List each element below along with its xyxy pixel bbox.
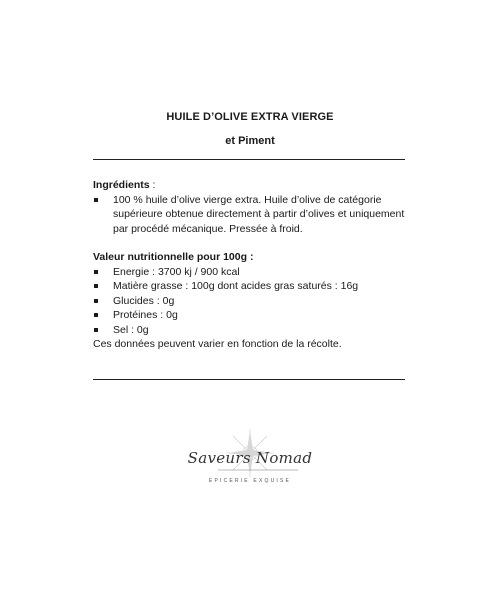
list-item (93, 193, 411, 237)
bottom-divider (93, 379, 405, 380)
bullet-icon (94, 284, 98, 288)
bullet-icon (94, 198, 98, 202)
bullet-icon (94, 328, 98, 332)
nutrition-note: Ces données peuvent varier en fonction de la récolte. (93, 338, 342, 350)
list-item (93, 265, 411, 280)
brand-tagline: EPICERIE EXQUISE (208, 478, 292, 484)
nutrition-carbs: Glucides : 0g (113, 294, 175, 307)
ingredients-heading (93, 178, 411, 193)
ingredients-list (93, 193, 411, 237)
list-item (93, 323, 411, 338)
nutrition-protein: Protéines : 0g (113, 309, 178, 321)
label-content (93, 178, 411, 352)
product-subtitle: et Piment (225, 135, 275, 147)
nutrition-list (93, 265, 411, 338)
bullet-icon (94, 299, 98, 303)
list-item (93, 308, 411, 323)
nutrition-energy: Energie : 3700 kj / 900 kcal (113, 265, 240, 278)
list-item (93, 294, 411, 309)
product-title: HUILE D’OLIVE EXTRA VIERGE (166, 111, 334, 123)
nutrition-heading-label: Valeur nutritionnelle pour 100g : (93, 251, 254, 263)
top-divider (93, 159, 405, 160)
bullet-icon (94, 270, 98, 274)
nutrition-fat: Matière grasse : 100g dont acides gras saturés : 16g (113, 280, 359, 292)
ingredient-text: 100 % huile d’olive vierge extra. Huile d’olive de catégorie supérieure obtenue directement à partir d’olives et uniquement par procédé mécanique. Pressée à froid. (113, 193, 405, 235)
list-item (93, 279, 411, 294)
ingredients-heading-colon: : (149, 179, 156, 191)
bullet-icon (94, 313, 98, 317)
section-spacer (93, 236, 411, 250)
nutrition-heading (93, 250, 411, 265)
brand-logo (180, 425, 320, 495)
nutrition-salt: Sel : 0g (113, 323, 149, 336)
ingredients-heading-label: Ingrédients (93, 179, 150, 191)
brand-name: Saveurs Nomad (187, 449, 313, 467)
